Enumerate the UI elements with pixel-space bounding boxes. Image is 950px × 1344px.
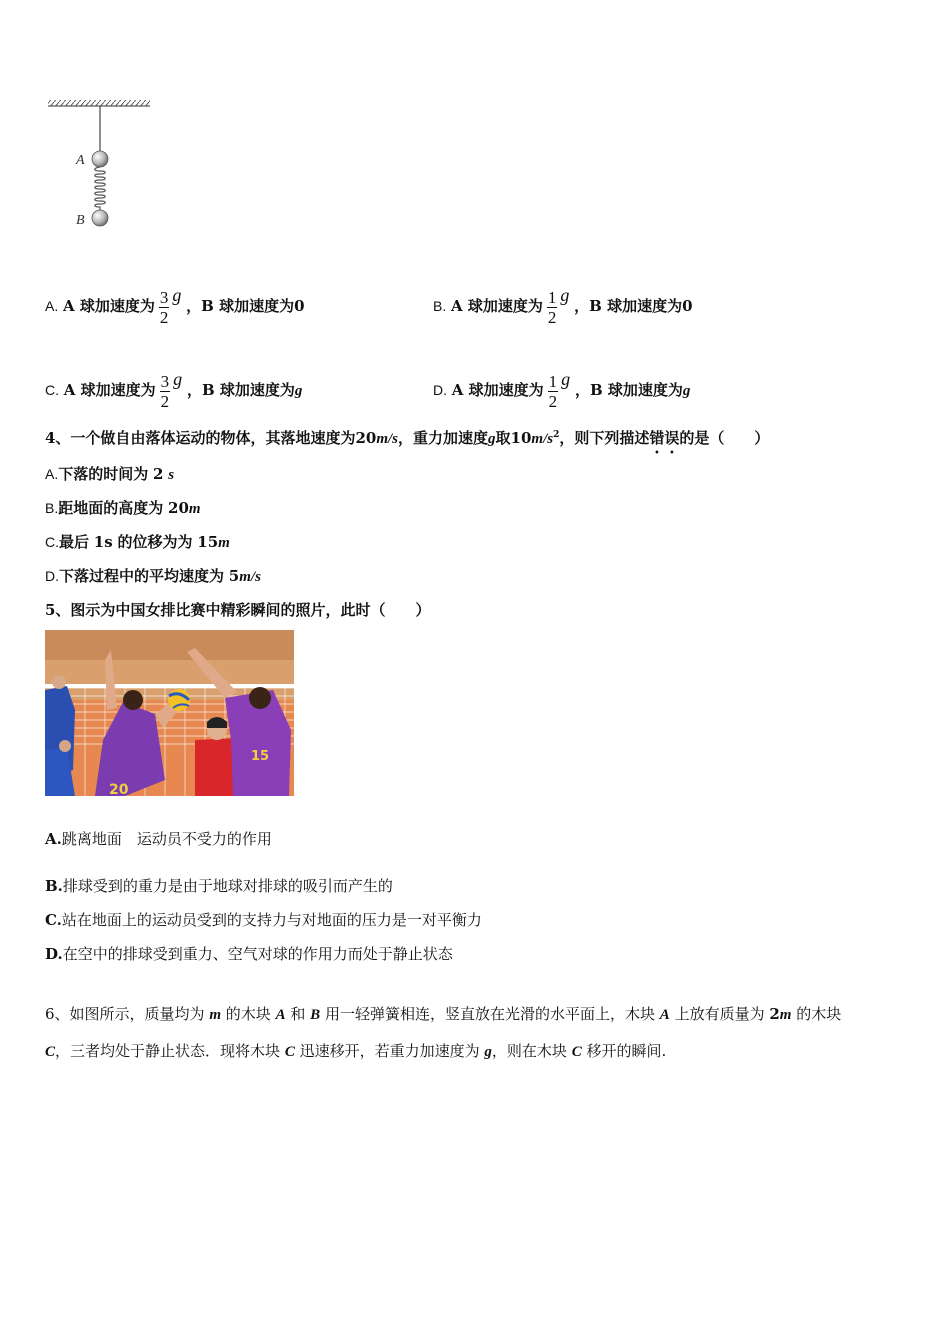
volleyball-photo [45, 630, 294, 796]
option-text: 下落的时间为 [58, 465, 149, 483]
option-letter: D. [45, 945, 63, 963]
option-text-b: ，B 球加速度为 [186, 381, 295, 399]
ceiling-hatch [48, 100, 150, 106]
label-a: A [76, 153, 85, 168]
option-text: 跳离地面 运动员不受力的作用 [61, 830, 272, 848]
ball-a [92, 151, 108, 167]
option-text-b: ，B 球加速度为 [574, 297, 683, 315]
fraction: $\frac{1}{2}$ [547, 287, 557, 327]
option-text: A 球加速度为 [63, 381, 156, 399]
q5-option-c[interactable] [45, 909, 482, 930]
option-text: A 球加速度为 [451, 297, 543, 315]
option-text-b: ，B 球加速度为 [574, 381, 683, 399]
option-letter: D. [45, 568, 59, 584]
q5-option-b[interactable] [45, 875, 393, 896]
jersey-number-right: 15 [251, 749, 270, 764]
option-letter: A. [45, 466, 59, 482]
q4-stem: 4、一个做自由落体运动的物体，其落地速度为20m/s，重力加速度g取$10m/s^2$，则下列描述错误的是（ ） [45, 429, 770, 447]
option-letter: B. [433, 298, 447, 314]
option-letter: B. [45, 877, 63, 895]
option-text: A 球加速度为 [451, 381, 544, 399]
option-letter: A. [45, 298, 59, 314]
q3-option-a[interactable] [45, 258, 305, 332]
q5-option-d[interactable] [45, 943, 453, 964]
q5-option-a[interactable] [45, 828, 272, 849]
ball-b [92, 210, 108, 226]
g-symbol: g [172, 285, 182, 305]
q3-option-c[interactable] [45, 342, 302, 416]
g-symbol: g [173, 369, 183, 389]
q4-option-c[interactable]: C.最后 1s 的位移为为 15m [45, 533, 230, 551]
option-text: 站在地面上的运动员受到的支持力与对地面的压力是一对平衡力 [61, 911, 482, 929]
option-letter: A. [45, 830, 62, 848]
option-text: 在空中的排球受到重力、空气对球的作用力而处于静止状态 [62, 945, 453, 963]
option-text-b: ，B 球加速度为 [186, 297, 295, 315]
fraction: $\frac{1}{2}$ [548, 371, 558, 411]
option-letter: C. [45, 382, 59, 398]
q4-option-b[interactable]: B.距地面的高度为 20m [45, 499, 201, 517]
b-value: 0 [294, 297, 305, 315]
option-text: 下落过程中的平均速度为 [59, 567, 225, 585]
label-b: B [76, 213, 85, 228]
b-value: 0 [682, 297, 693, 315]
q5-stem: 5、图示为中国女排比赛中精彩瞬间的照片，此时（ ） [45, 601, 431, 619]
g-symbol: g [560, 285, 570, 305]
q6-line-1: 6、如图所示，质量均为 m 的木块 A 和 B 用一轻弹簧相连，竖直放在光滑的水平面上，木块 A 上放有质量为 2m 的木块 [45, 1005, 842, 1023]
option-text: 距地面的高度为 [58, 499, 164, 517]
option-letter: C. [45, 534, 59, 550]
emphasis-word: 错误 [649, 429, 680, 447]
spring [95, 167, 106, 210]
option-text: 最后 [59, 533, 90, 551]
q4-option-d[interactable]: D.下落过程中的平均速度为 5m/s [45, 567, 261, 585]
option-letter: D. [433, 382, 447, 398]
spring-ball-figure [44, 96, 154, 232]
option-letter: B. [45, 500, 59, 516]
q4-option-a[interactable]: A.下落的时间为 2 s [45, 465, 175, 483]
option-text: A 球加速度为 [63, 297, 155, 315]
fraction: $\frac{3}{2}$ [159, 287, 169, 327]
b-value: g [682, 383, 691, 399]
option-letter: C. [45, 911, 62, 929]
q3-option-b[interactable] [433, 258, 693, 332]
q6-line-2: C，三者均处于静止状态．现将木块 C 迅速移开，若重力加速度为 g，则在木块 C 移开的瞬间. [45, 1042, 667, 1060]
q3-option-d[interactable] [433, 342, 690, 416]
g-symbol: g [561, 369, 571, 389]
jersey-number-left: 20 [109, 782, 129, 796]
fraction: $\frac{3}{2}$ [160, 371, 170, 411]
option-text: 排球受到的重力是由于地球对排球的吸引而产生的 [62, 877, 393, 895]
b-value: g [294, 383, 303, 399]
